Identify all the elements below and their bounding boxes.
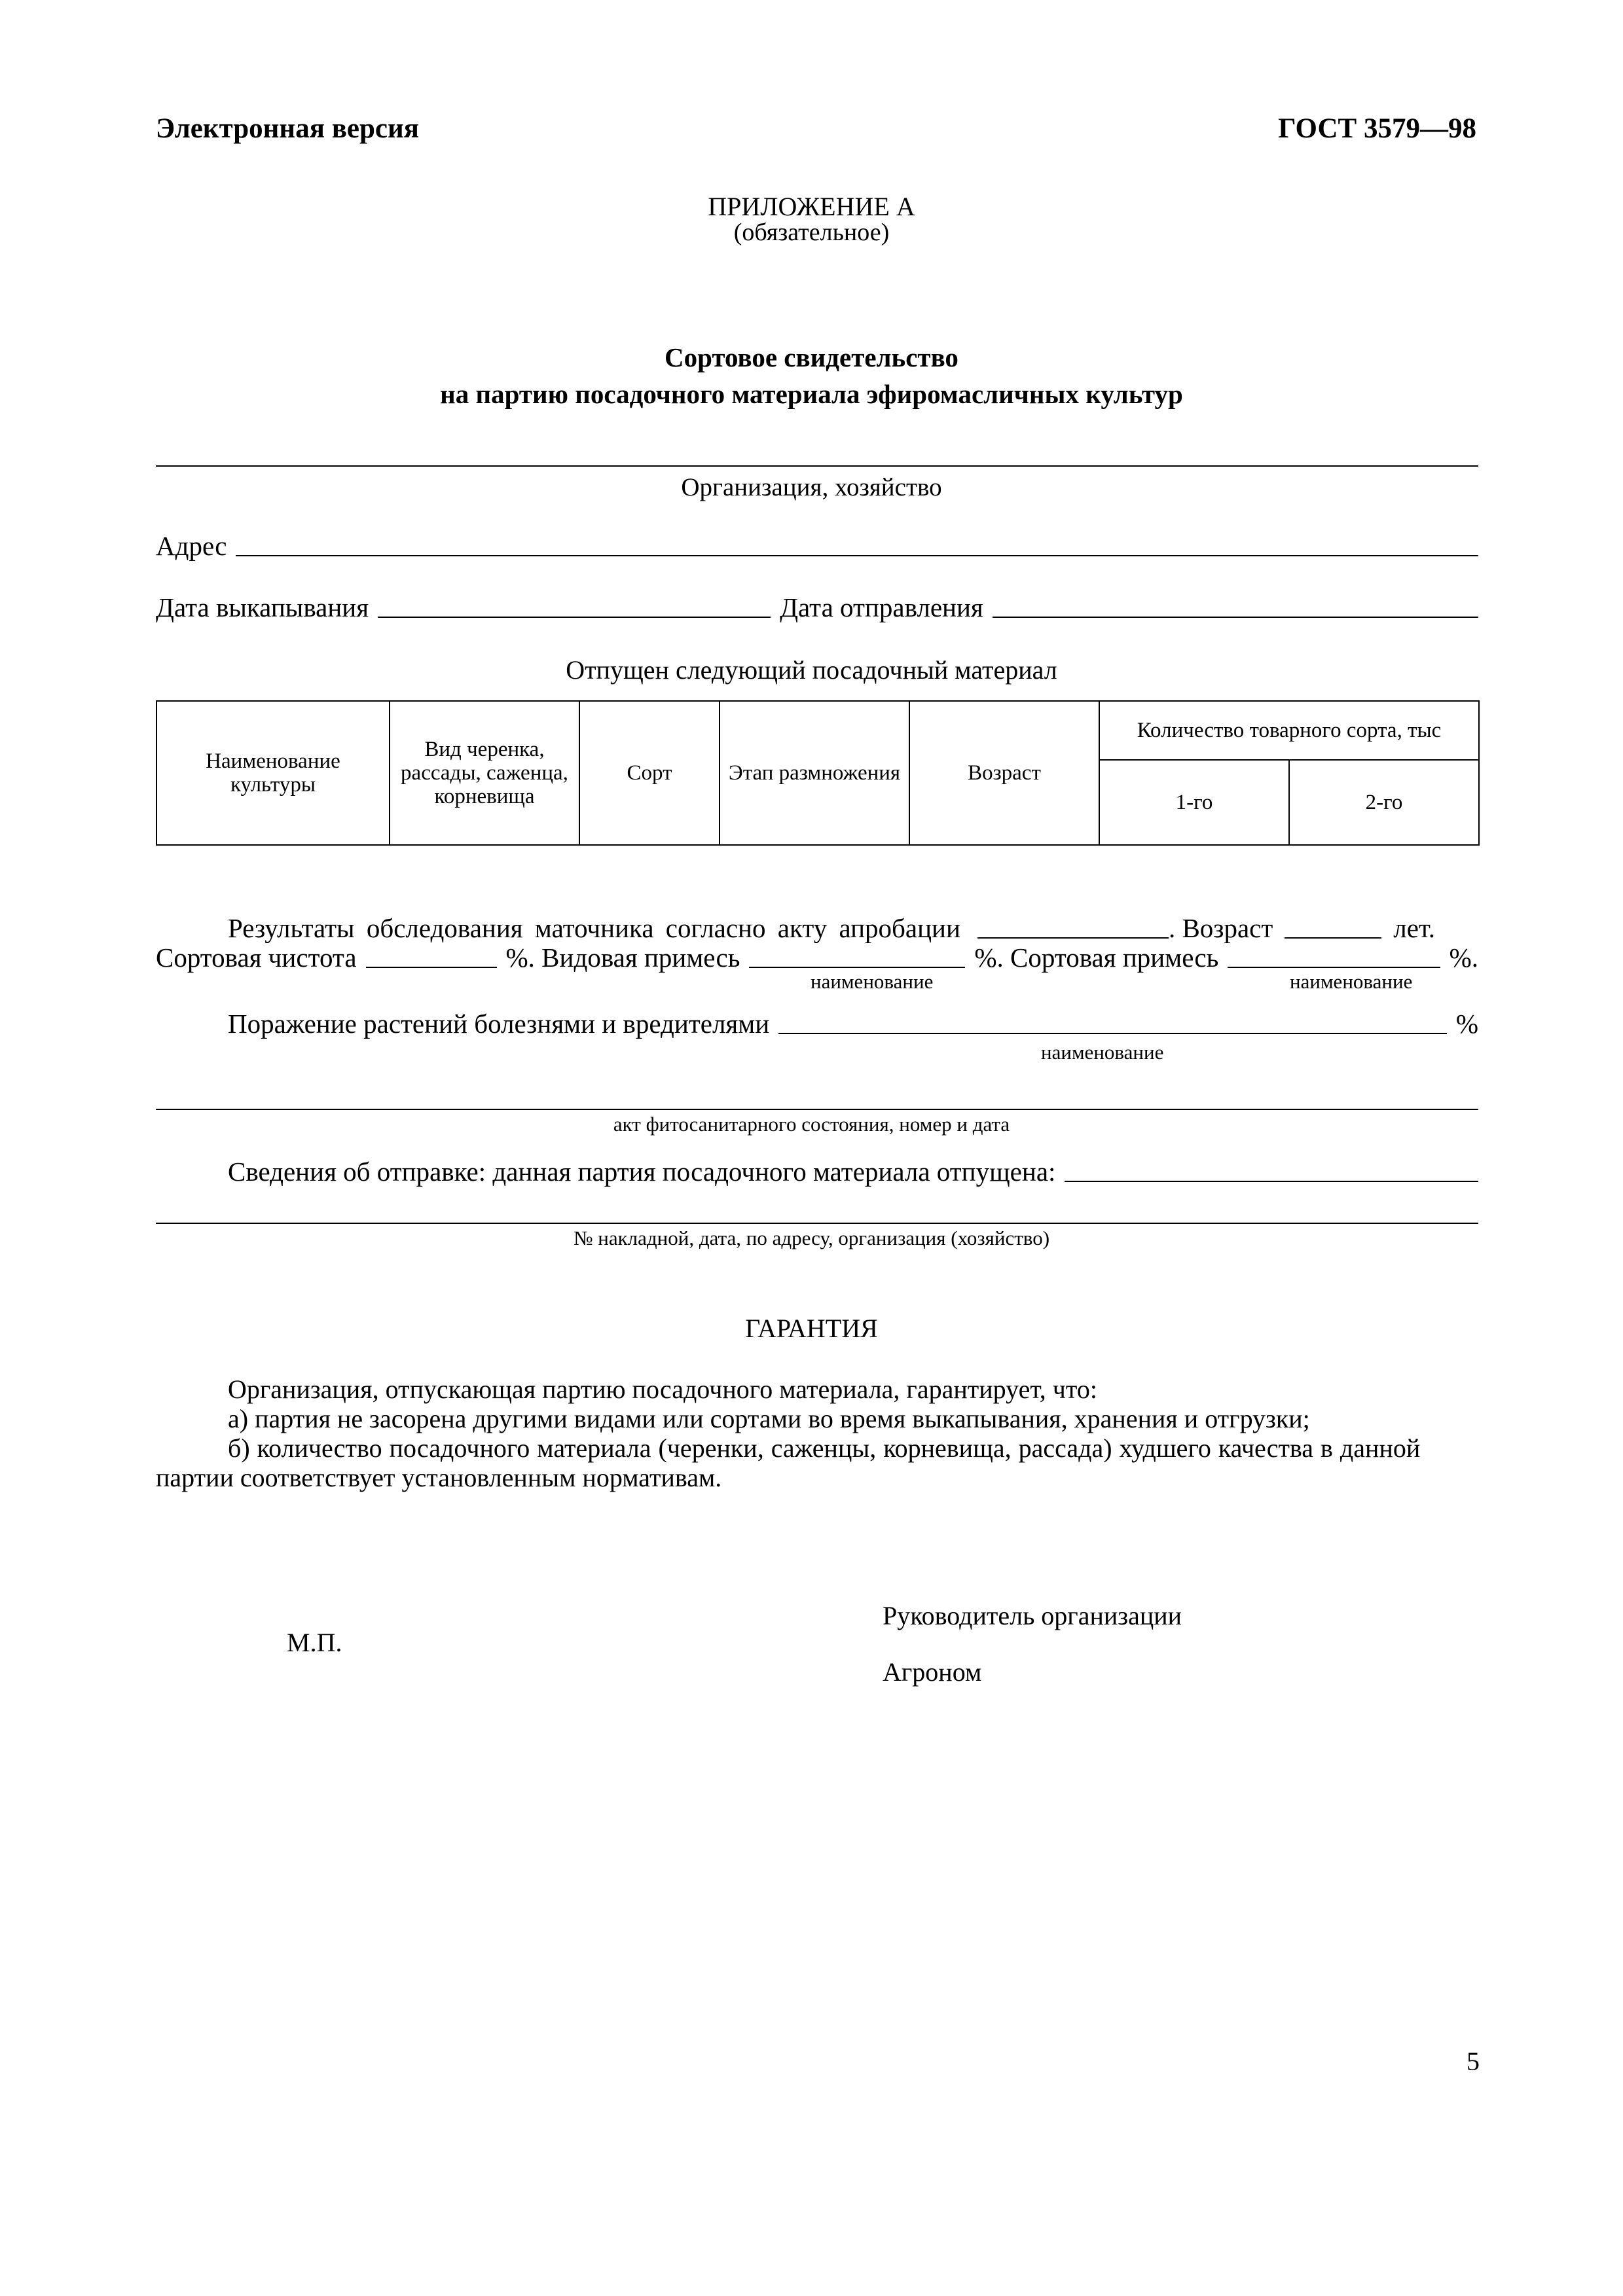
page-number: 5 xyxy=(1467,2047,1480,2076)
shipping-row xyxy=(228,1156,1478,1187)
phyto-act-line[interactable] xyxy=(156,1109,1478,1110)
col-stage-header: Этап размножения xyxy=(720,701,909,845)
stamp-place-label: М.П. xyxy=(287,1628,342,1657)
species-name-caption: наименование xyxy=(811,970,934,993)
purity-row xyxy=(156,942,1478,973)
certificate-subtitle: на партию посадочного материала эфиромасличных культур xyxy=(440,379,1183,409)
disease-row xyxy=(228,1008,1478,1039)
disease-name-caption: наименование xyxy=(1041,1041,1164,1064)
material-table xyxy=(156,700,1480,846)
organization-line[interactable] xyxy=(156,465,1478,467)
guarantee-item-a: а) партия не засорена другими видами или сортами во время выкапывания, хранения и отгрузки; xyxy=(228,1404,1310,1433)
address-label: Адрес xyxy=(156,531,227,561)
survey-results-label: Результаты обследования маточника согласно акту апробации xyxy=(228,913,960,943)
agronomist-label: Агроном xyxy=(883,1657,982,1687)
species-mix-line[interactable] xyxy=(749,967,965,968)
shipping-line[interactable] xyxy=(1065,1181,1478,1182)
guarantee-intro: Организация, отпускающая партию посадочного материала, гарантирует, что: xyxy=(228,1374,1097,1404)
survey-results-row xyxy=(228,912,1478,944)
released-material-text: Отпущен следующий посадочный материал xyxy=(566,655,1057,685)
disease-percent: % xyxy=(1455,1009,1478,1039)
species-mix-label: %. Видовая примесь xyxy=(505,942,740,973)
appendix-title: ПРИЛОЖЕНИЕ А xyxy=(708,192,915,221)
address-line[interactable] xyxy=(236,555,1478,556)
address-row xyxy=(156,530,1478,562)
dig-date-line[interactable] xyxy=(378,617,771,618)
phyto-act-caption: акт фитосанитарного состояния, номер и дата xyxy=(613,1113,1010,1136)
age-line[interactable] xyxy=(1285,937,1381,939)
col-quantity-first-grade: 1-го xyxy=(1099,760,1289,845)
approbation-act-line[interactable] xyxy=(977,937,1169,939)
certificate-title: Сортовое свидетельство xyxy=(665,342,958,372)
years-label: лет. xyxy=(1393,913,1436,943)
ship-date-label: Дата отправления xyxy=(780,592,983,622)
header-standard-number: ГОСТ 3579—98 xyxy=(1278,113,1476,144)
sort-name-caption: наименование xyxy=(1290,970,1413,993)
col-type-header: Вид черенка, рассады, саженца, корневища xyxy=(390,701,579,845)
appendix-subtitle: (обязательное) xyxy=(733,219,890,246)
percent-end-label: %. xyxy=(1449,942,1478,973)
guarantee-item-b-continued: партии соответствует установленным нормативам. xyxy=(156,1463,722,1492)
organization-caption: Организация, хозяйство xyxy=(681,473,942,501)
invoice-line[interactable] xyxy=(156,1223,1478,1224)
ship-date-line[interactable] xyxy=(993,617,1478,618)
purity-label: Сортовая чистота xyxy=(156,942,357,973)
sort-mix-label: %. Сортовая примесь xyxy=(974,942,1219,973)
age-label: . Возраст xyxy=(1168,913,1273,943)
disease-label: Поражение растений болезнями и вредителями xyxy=(228,1009,770,1039)
disease-line[interactable] xyxy=(778,1033,1447,1034)
sort-mix-line[interactable] xyxy=(1228,967,1440,968)
col-sort-header: Сорт xyxy=(579,701,720,845)
col-age-header: Возраст xyxy=(909,701,1099,845)
guarantee-title: ГАРАНТИЯ xyxy=(745,1314,878,1343)
dig-date-label: Дата выкапывания xyxy=(156,592,369,622)
col-quantity-second-grade: 2-го xyxy=(1289,760,1479,845)
invoice-caption: № накладной, дата, по адресу, организация (хозяйство) xyxy=(573,1227,1050,1249)
col-culture-header: Наименование культуры xyxy=(156,701,390,845)
col-quantity-header: Количество товарного сорта, тыс xyxy=(1099,701,1479,760)
dates-row xyxy=(156,592,1478,623)
guarantee-item-b: б) количество посадочного материала (черенки, саженцы, корневища, рассада) худшего качества в данной xyxy=(228,1433,1421,1463)
purity-line[interactable] xyxy=(366,967,497,968)
shipping-label: Сведения об отправке: данная партия посадочного материала отпущена: xyxy=(228,1157,1056,1187)
header-electronic-version: Электронная версия xyxy=(156,113,420,144)
head-of-organization-label: Руководитель организации xyxy=(883,1601,1182,1630)
